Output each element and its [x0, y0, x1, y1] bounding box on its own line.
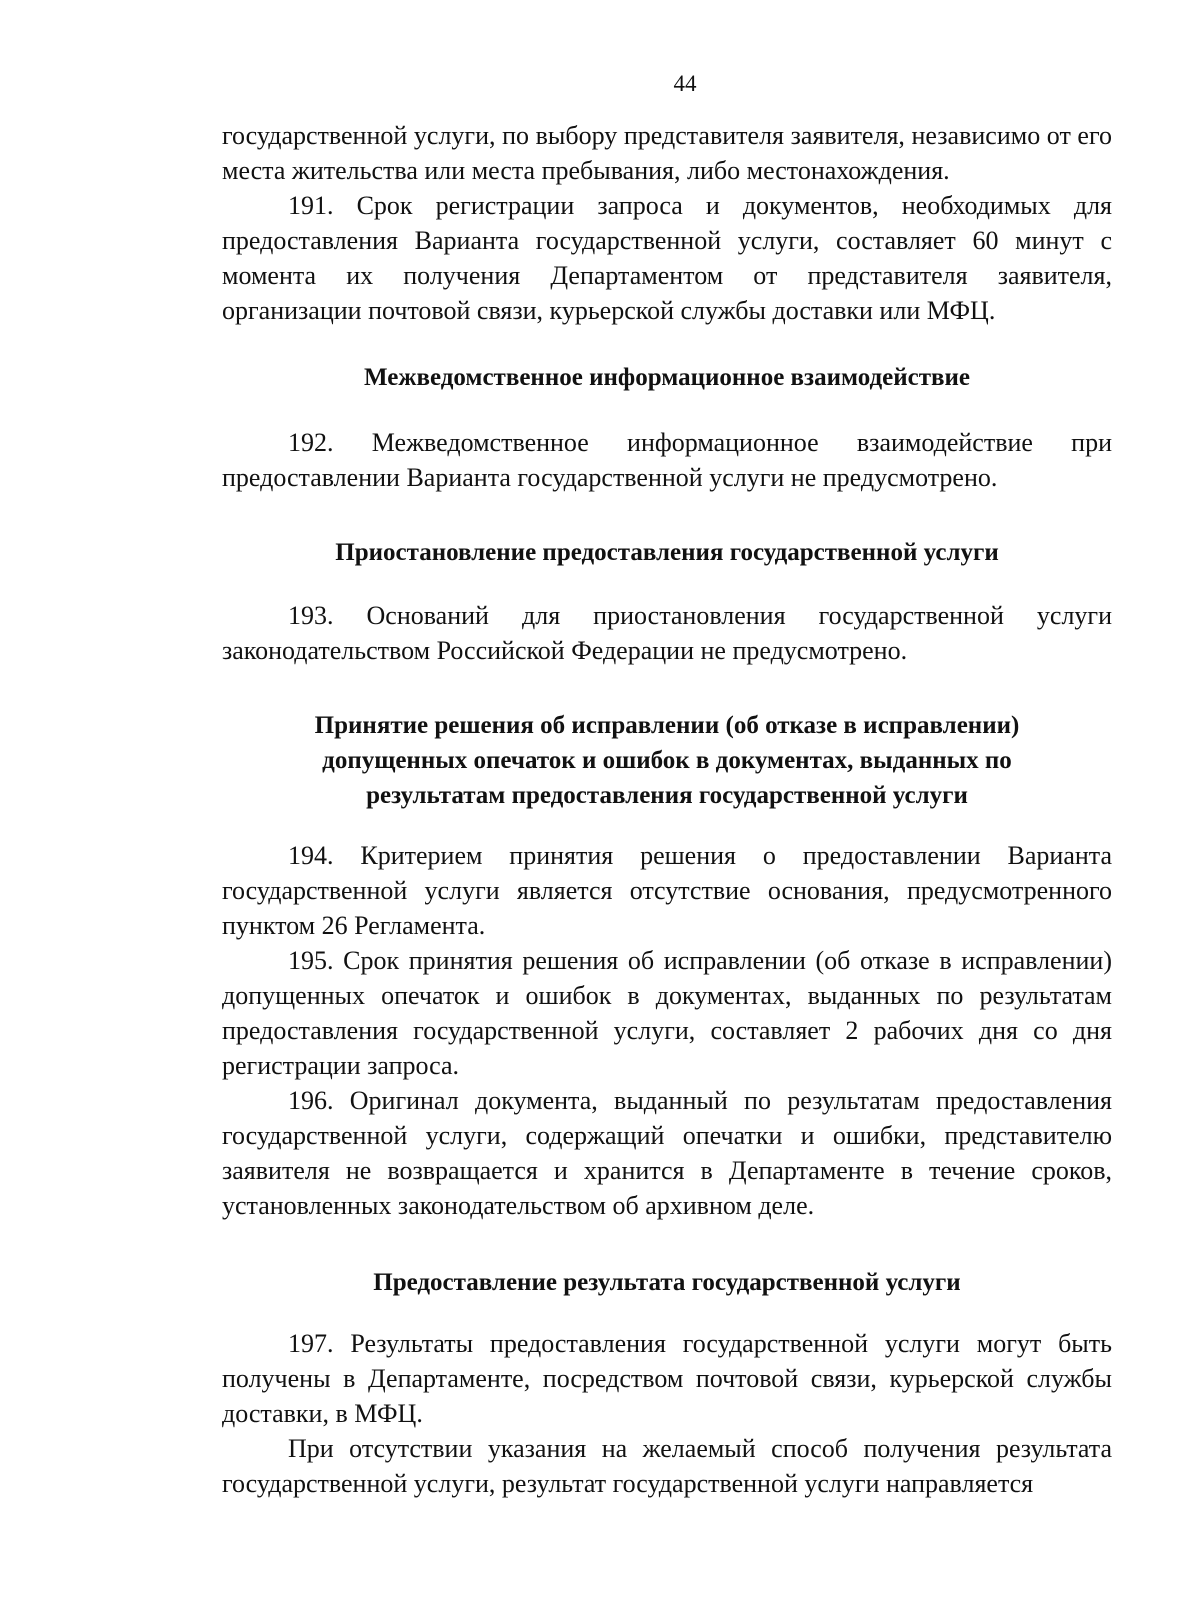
section-heading-correction-line-3: результатам предоставления государственной услуги — [366, 782, 968, 809]
page-number: 44 — [673, 71, 697, 96]
section-heading-interagency: Межведомственное информационное взаимодействие — [364, 364, 970, 391]
section-heading-correction-line-1: Принятие решения об исправлении (об отказе в исправлении) — [314, 712, 1020, 739]
paragraph-191: 191. Срок регистрации запроса и документов, необходимых для предоставления Варианта государственной услуги, составляет 60 минут с момента их получения Департаментом от представителя заявителя, организации почтовой связи, курьерской службы доставки или МФЦ. — [222, 191, 1112, 325]
paragraph-continued: государственной услуги, по выбору представителя заявителя, независимо от его места жительства или места пребывания, либо местонахождения. — [222, 121, 1112, 185]
section-heading-result: Предоставление результата государственной услуги — [373, 1269, 961, 1296]
paragraph-196: 196. Оригинал документа, выданный по результатам предоставления государственной услуги, содержащий опечатки и ошибки, представителю заявителя не возвращается и хранится в Департаменте в течение сроков, установленных законодательством об архивном деле. — [222, 1086, 1112, 1220]
document-body — [222, 118, 1112, 1501]
paragraph-195: 195. Срок принятия решения об исправлении (об отказе в исправлении) допущенных опечаток и ошибок в документах, выданных по результатам предоставления государственной услуги, составляет 2 рабочих дня со дня регистрации запроса. — [222, 946, 1112, 1080]
section-heading-correction-line-2: допущенных опечаток и ошибок в документах, выданных по — [322, 747, 1012, 774]
paragraph-197: 197. Результаты предоставления государственной услуги могут быть получены в Департаменте, посредством почтовой связи, курьерской службы доставки, в МФЦ. — [222, 1329, 1112, 1428]
paragraph-194: 194. Критерием принятия решения о предоставлении Варианта государственной услуги является отсутствие основания, предусмотренного пунктом 26 Регламента. — [222, 841, 1112, 940]
paragraph-197-continued: При отсутствии указания на желаемый способ получения результата государственной услуги, результат государственной услуги направляется — [222, 1434, 1112, 1498]
paragraph-193: 193. Оснований для приостановления государственной услуги законодательством Российской Федерации не предусмотрено. — [222, 601, 1112, 665]
section-heading-suspension: Приостановление предоставления государственной услуги — [335, 539, 999, 566]
section-heading-correction — [222, 708, 1112, 813]
paragraph-192: 192. Межведомственное информационное взаимодействие при предоставлении Варианта государственной услуги не предусмотрено. — [222, 428, 1112, 492]
